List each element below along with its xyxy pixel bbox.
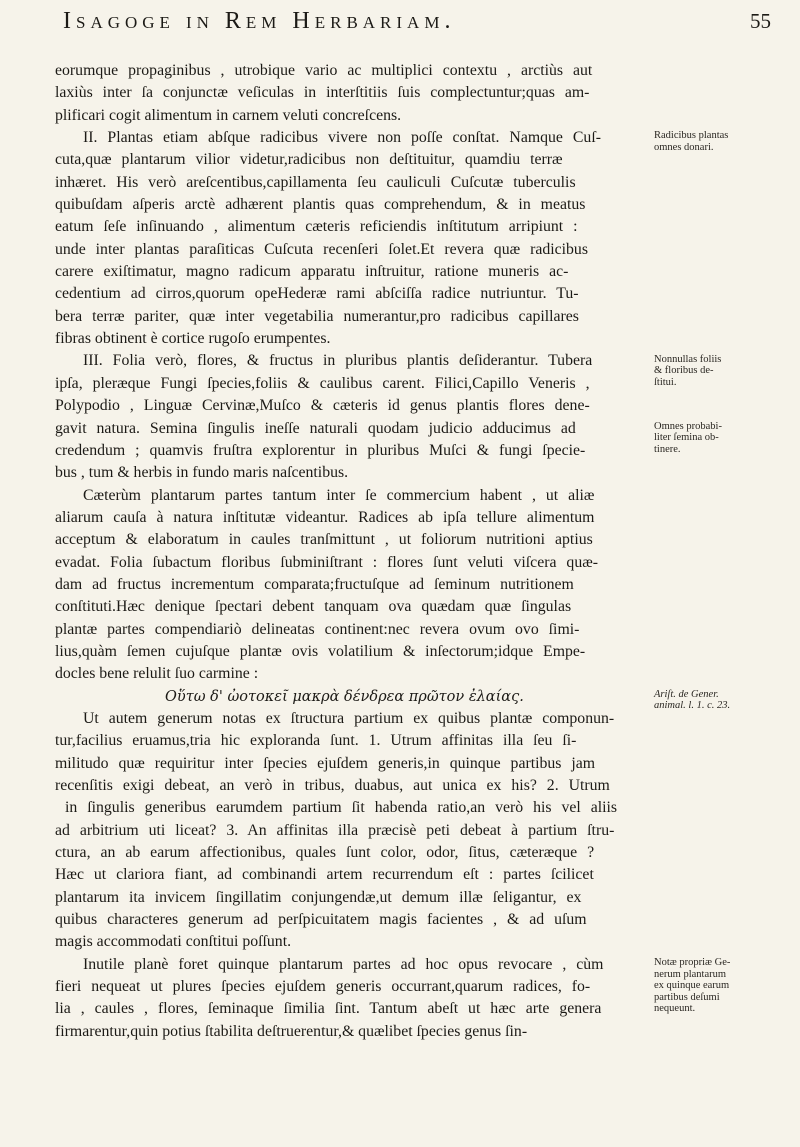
margin-note-line: liter ſemina ob- [654, 432, 719, 444]
text-line: bus , tum & herbis in fundo maris naſcentibus. [55, 464, 349, 482]
text-line: III. Folia verò, flores, & fructus in pluribus plantis deſiderantur. Tubera [83, 352, 593, 370]
text-line: ipſa, pleræque Fungi ſpecies,foliis & caulibus carent. Filici,Capillo Veneris , [55, 374, 590, 392]
text-line: aliarum cauſa à natura inſtitutæ videantur. Radices ab ipſa tellure alimentum [55, 508, 595, 526]
text-line: militudo quæ requiritur inter ſpecies ejuſdem generis,in quinque partibus jam [55, 754, 596, 772]
text-line: quibuſdam aſperis arctè adhærent plantis quas comprehendum, & in meatus [55, 196, 586, 214]
running-title: Isagoge in Rem Herbariam. [63, 8, 456, 34]
margin-note-line: partibus deſumi [654, 991, 720, 1003]
text-line: Cæterùm plantarum partes tantum inter ſe commercium habent , ut aliæ [83, 486, 595, 504]
text-line: quibus characteres generum ad perſpicuitatem magis facientes , & ad uſum [55, 911, 587, 929]
text-line: cuta,quæ plantarum vilior videtur,radicibus non deſtituitur, quamdiu terræ [55, 151, 563, 169]
page-header [55, 8, 785, 48]
margin-note-line: ſtitui. [654, 376, 677, 388]
margin-note [654, 421, 794, 456]
text-line: lia , caules , flores, ſeminaque ſimilia ſint. Tantum abeſt ut hæc arte genera [55, 1000, 602, 1018]
margin-note-line: Omnes probabi- [654, 420, 722, 432]
text-line: eatum ſeſe inſinuando , alimentum cæteris reficiendis inſtitutum arripiunt : [55, 218, 578, 236]
margin-note [654, 130, 794, 153]
body-text [55, 60, 650, 1043]
text-line: cedentium ad cirros,quorum opeHederæ rami abſciſſa radice nutriuntur. Tu- [55, 285, 579, 303]
text-line: eorumque propaginibus , utrobique vario ac multiplici contextu , arctiùs aut [55, 62, 593, 79]
margin-note [654, 689, 794, 712]
text-line: firmarentur,quin potius ſtabilita deſtruerentur,& quælibet ſpecies genus ſin- [55, 1022, 528, 1040]
text-line: inhæret. His verò areſcentibus,capillamenta ſeu cauliculi Cuſcutæ tuberculis [55, 173, 576, 191]
margin-note-line: Nonnullas foliis [654, 353, 722, 365]
text-line: bera terræ pariter, quæ inter vegetabilia numerantur,pro radicibus capillares [55, 307, 579, 325]
text-line: recenſitis exigi debeat, an verò in tribus, duabus, aut unica ex his? 2. Utrum [55, 777, 610, 794]
text-line: plantarum ita invicem ſingillatim conjungendæ,ut demum illæ ſeligantur, ex [55, 888, 582, 906]
text-line: in ſingulis generibus earumdem partium ſit habenda ratio,an verò his vel aliis [65, 799, 618, 817]
text-line: fibras obtinent è cortice rugoſo erumpentes. [55, 330, 331, 348]
text-line: laxiùs inter ſa conjunctæ veſiculas in interſtitiis ſuis complectuntur;quas am- [55, 84, 590, 102]
text-line: gavit natura. Semina ſingulis ineſſe naturali quodam judicio adducimus ad [55, 419, 576, 437]
text-line: magis accommodati conſtitui poſſunt. [55, 933, 292, 951]
margin-note-line: nerum plantarum [654, 968, 727, 980]
text-line: II. Plantas etiam abſque radicibus vivere non poſſe conſtat. Namque Cuſ- [83, 129, 601, 147]
text-line: unde inter plantas paraſiticas Cuſcuta recenſeri ſolet.Et revera quæ radicibus [55, 240, 588, 258]
text-line: conſtituti.Hæc denique ſpectari debent tanquam ova quædam quæ ſingulas [55, 598, 572, 616]
text-line: Polypodio , Linguæ Cervinæ,Muſco & cæteris id genus plantis flores dene- [55, 397, 590, 415]
text-line: Inutile planè foret quinque plantarum partes ad hoc opus revocare , cùm [83, 955, 604, 973]
margin-note-line: nequeunt. [654, 1003, 696, 1014]
text-line: docles bene relulit ſuo carmine : [55, 665, 259, 683]
margin-note [654, 957, 794, 1015]
margin-note-line: ex quinque earum [654, 980, 730, 991]
text-line: carere exiſtimatur, magno radicum apparatu inſtruitur, ratione muneris ac- [55, 263, 569, 281]
margin-note [654, 354, 794, 389]
text-line: acceptum & elaboratum in caules tranſmittunt , ut foliorum nutritioni aptius [55, 531, 593, 549]
text-line: Οὕτω δ' ὠοτοκεῖ μακρὰ δένδρεα πρῶτον ἐλαίας. [165, 688, 524, 705]
margin-note-line: Ariſt. de Gener. [654, 688, 719, 700]
text-line: Ut autem generum notas ex ſtructura partium ex quibus plantæ componun- [83, 709, 615, 727]
text-line: evadat. Folia ſubactum floribus ſubminiſtrant : flores ſunt veluti viſcera quæ- [55, 553, 599, 571]
margin-note-line: & floribus de- [654, 365, 714, 377]
margin-note-line: Notæ propriæ Ge- [654, 957, 731, 968]
text-line: plantæ partes compendiariò delineatas continent:nec revera ovum ovo ſimi- [55, 620, 580, 638]
text-line: plificari cogit alimentum in carnem veluti concreſcens. [55, 106, 402, 124]
page-number: 55 [750, 9, 771, 33]
text-line: fieri nequeat ut plures ſpecies ejuſdem generis occurrant,quarum radices, fo- [55, 978, 591, 996]
margin-note-line: omnes donari. [654, 141, 714, 153]
text-line: lius,quàm ſemen cujuſque plantæ ovis volatilium & inſectorum;idque Empe- [55, 642, 586, 660]
text-line: ctura, an ab earum affectionibus, quales ſunt color, odor, ſitus, cæteræque ? [55, 844, 595, 862]
margin-note-line: animal. l. 1. c. 23. [654, 700, 731, 712]
margin-note-line: tinere. [654, 443, 681, 455]
margin-note-line: Radicibus plantas [654, 130, 729, 142]
text-line: Hæc ut clariora fiant, ad combinandi artem recurrendum eſt : partes ſcilicet [55, 866, 594, 884]
text-line: ad arbitrium uti liceat? 3. An affinitas illa præcisè peti debeat à partium ſtru- [55, 821, 615, 839]
text-line: dam ad fructus incrementum comparata;fructuſque ad ſeminum nutritionem [55, 575, 574, 593]
text-line: tur,facilius eruamus,tria hic exploranda ſunt. 1. Utrum affinitas illa ſeu ſi- [55, 732, 577, 750]
text-line: credendum ; quamvis fruſtra explorentur in pluribus Muſci & fungi ſpecie- [55, 441, 586, 459]
